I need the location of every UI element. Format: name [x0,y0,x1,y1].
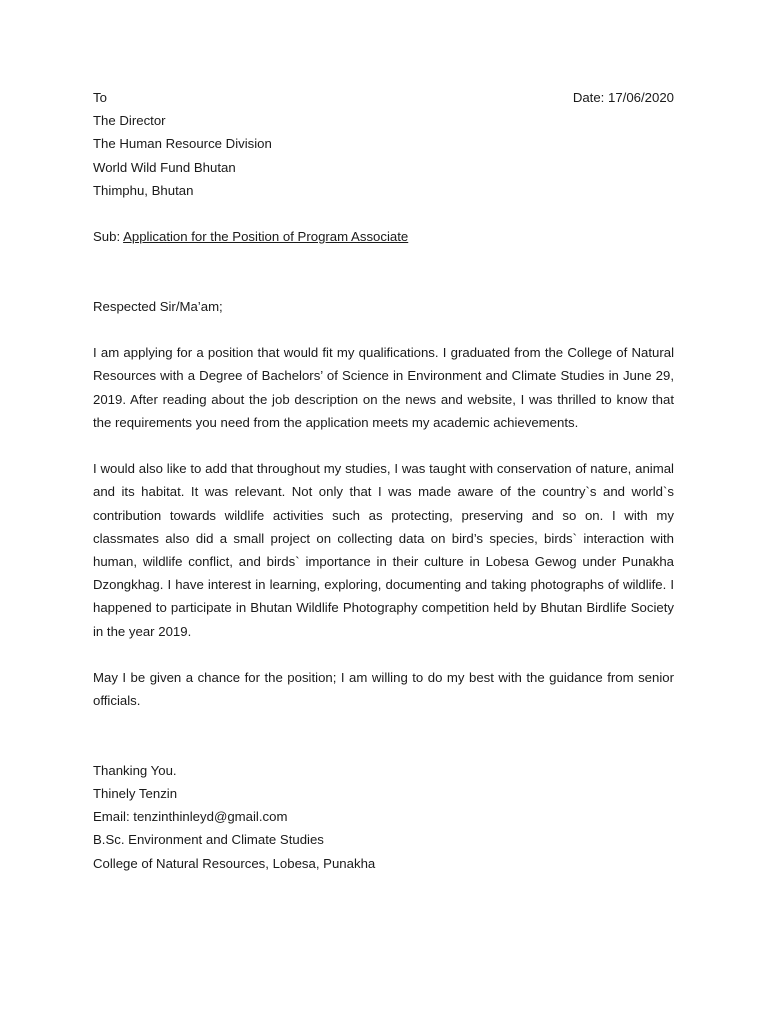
letter-header [93,86,674,109]
recipient-address [93,109,674,202]
sender-institution: College of Natural Resources, Lobesa, Punakha [93,855,376,871]
salutation: Respected Sir/Ma’am; [93,298,223,314]
to-label: To [93,90,107,105]
sender-email: Email: tenzinthinleyd@gmail.com [93,809,288,825]
signature-block [93,782,674,875]
body-paragraph: I would also like to add that throughout my studies, I was taught with conservation of nature, animal and its habitat. It was relevant. Not only that I was made aware of the country`s and world`s contribution towards wildlife activities such as protecting, preserving and so on. I with my classmates also did a small project on collecting data on bird’s species, birds` interaction with human, wildlife conflict, and birds` importance in their culture in Lobesa Gewog under Punakha Dzongkhag. I have interest in learning, exploring, documenting and taking photographs of wildlife. I happened to participate in Bhutan Wildlife Photography competition held by Bhutan Birdlife Society in the year 2019. [93,461,674,639]
recipient-line: The Human Resource Division [93,136,272,152]
recipient-line: The Director [93,113,166,129]
subject-label: Sub: [93,229,124,245]
closing: Thanking You. [93,762,177,778]
sender-degree: B.Sc. Environment and Climate Studies [93,832,324,848]
sender-name: Thinely Tenzin [93,786,178,801]
subject-text: Application for the Position of Program Associate [123,229,409,245]
recipient-line: World Wild Fund Bhutan [93,159,236,175]
recipient-line: Thimphu, Bhutan [93,182,194,198]
subject-line [93,225,674,248]
cover-letter [93,86,674,875]
body-paragraph: I am applying for a position that would fit my qualifications. I graduated from the College of Natural Resources with a Degree of Bachelors’ of Science in Environment and Climate Studies in June 29, 2019. After reading about the job description on the news and website, I was thrilled to know that the requirements you need from the application meets my academic achievements. [93,345,674,430]
letter-date: Date: 17/06/2020 [572,90,674,105]
body-paragraph: May I be given a chance for the position; I am willing to do my best with the guidance from senior officials. [93,670,674,709]
